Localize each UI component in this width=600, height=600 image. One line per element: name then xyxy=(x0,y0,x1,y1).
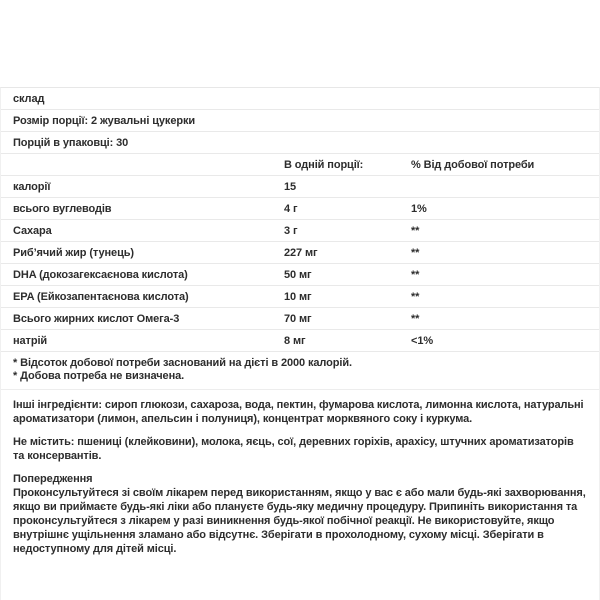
nutrient-row xyxy=(1,242,599,264)
warnings-section xyxy=(1,472,599,556)
nutrient-amount: 3 г xyxy=(284,224,298,237)
nutrient-dv: 1% xyxy=(411,202,427,215)
nutrient-label: Риб’ячий жир (тунець) xyxy=(13,246,134,259)
nutrient-row xyxy=(1,308,599,330)
nutrient-amount: 10 мг xyxy=(284,290,312,303)
nutrient-amount: 70 мг xyxy=(284,312,312,325)
nutrient-label: Всього жирних кислот Омега-3 xyxy=(13,312,180,325)
facts-header-row xyxy=(1,154,599,176)
serving-size-label: Розмір порції: 2 жувальні цукерки xyxy=(13,114,196,127)
nutrient-row xyxy=(1,330,599,352)
amount-column-header: В одній порції: xyxy=(284,158,364,171)
nutrient-amount: 15 xyxy=(284,180,297,193)
nutrient-dv: <1% xyxy=(411,334,434,347)
servings-per-container-row xyxy=(1,132,599,154)
facts-title: склад xyxy=(13,92,45,105)
other-ingredients-paragraph: Інші інгредієнти: сироп глюкози, сахароза, вода, пектин, фумарова кислота, лимонна кислота, натуральні ароматизатори (лимон, апельсин і полуниця), концентрат морквяного соку і куркума. xyxy=(13,399,584,425)
nutrient-row xyxy=(1,286,599,308)
allergen-free-paragraph: Не містить: пшениці (клейковини), молока, яєць, сої, деревних горіхів, арахісу, штучних ароматизаторів та консервантів. xyxy=(13,436,574,462)
nutrient-label: натрій xyxy=(13,334,48,347)
nutrient-amount: 4 г xyxy=(284,202,298,215)
daily-value-column-header: % Від добової потреби xyxy=(411,158,535,171)
supplement-facts-panel xyxy=(0,87,600,600)
nutrient-amount: 50 мг xyxy=(284,268,312,281)
footnote-line: * Відсоток добової потреби заснований на дієті в 2000 калорій. xyxy=(13,357,352,369)
nutrient-row xyxy=(1,220,599,242)
nutrient-row xyxy=(1,264,599,286)
nutrient-dv: ** xyxy=(411,268,420,281)
warnings-title: Попередження xyxy=(13,473,93,485)
nutrient-label: калорії xyxy=(13,180,51,193)
nutrient-dv: ** xyxy=(411,312,420,325)
nutrient-dv: ** xyxy=(411,246,420,259)
nutrient-row xyxy=(1,198,599,220)
nutrient-label: EPA (Ейкозапентаєнова кислота) xyxy=(13,290,189,303)
nutrient-amount: 227 мг xyxy=(284,246,318,259)
nutrient-rows xyxy=(1,176,599,352)
nutrient-dv: ** xyxy=(411,224,420,237)
facts-footnotes xyxy=(1,352,599,390)
supplement-facts-table xyxy=(1,88,599,390)
footnote-line: * Добова потреба не визначена. xyxy=(13,370,185,382)
nutrient-label: DHA (докозагексаєнова кислота) xyxy=(13,268,188,281)
nutrient-amount: 8 мг xyxy=(284,334,306,347)
nutrient-label: Сахара xyxy=(13,224,52,237)
nutrient-row xyxy=(1,176,599,198)
facts-title-row xyxy=(1,88,599,110)
nutrient-dv: ** xyxy=(411,290,420,303)
serving-size-row xyxy=(1,110,599,132)
servings-per-container-label: Порцій в упаковці: 30 xyxy=(13,136,129,149)
warnings-text: Проконсультуйтеся зі своїм лікарем перед використанням, якщо у вас є або мали будь-які захворювання, якщо ви приймаєте будь-які ліки або плануєте будь-яку медичну процедуру. Припиніть використання та проконсультуйтеся з лікарем у разі виникнення будь-якої побічної реакції. Не використовуйте, якщо внутрішнє ущільнення зламано або відсутнє. Зберігати в прохолодному, сухому місці. Зберігати в недоступному для дітей місці. xyxy=(13,487,586,555)
nutrient-label: всього вуглеводів xyxy=(13,202,112,215)
